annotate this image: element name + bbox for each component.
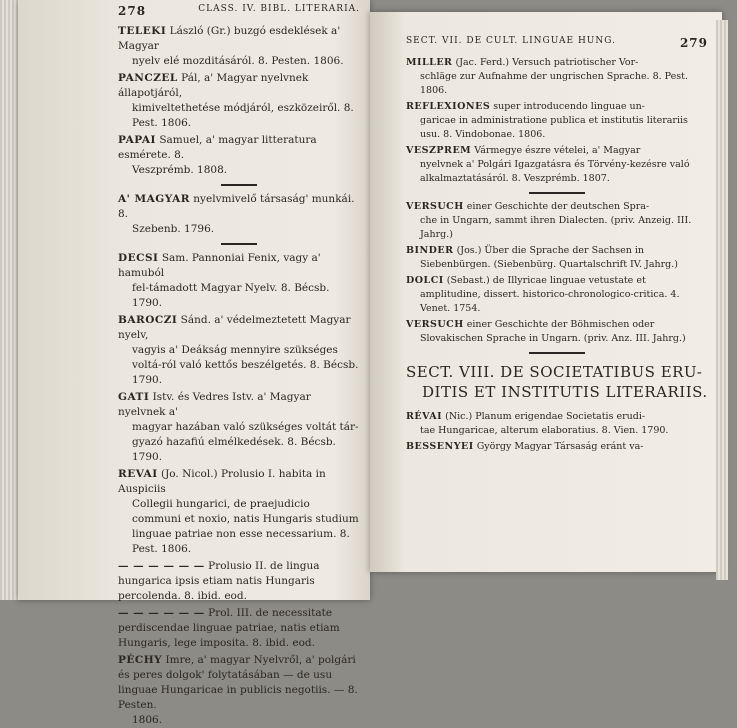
entry-continuation: Szebenb. 1796. xyxy=(132,223,215,235)
entry-continuation: vagyis a' Deákság mennyire szükséges voltá-ról való kettős beszélgetés. 8. Bécsb. 1790. xyxy=(132,344,359,386)
right-entries-group-1 xyxy=(406,56,708,186)
bibliography-entry xyxy=(406,274,708,316)
right-page-number: 279 xyxy=(679,36,708,50)
bibliography-entry xyxy=(406,318,708,346)
bibliography-entry xyxy=(118,653,360,728)
entry-text: Samuel, a' magyar litteratura esmérete. 8. xyxy=(118,134,317,161)
book-page-edges-right xyxy=(716,20,728,580)
entry-author: — — — — — — xyxy=(118,607,205,619)
entry-continuation: kimiveltethetése módjáról, eszközeiről. 8. Pest. 1806. xyxy=(132,102,354,129)
right-running-head: SECT. VII. DE CULT. LINGUAE HUNG. xyxy=(406,36,616,46)
entry-author: BAROCZI xyxy=(118,314,178,326)
bibliography-entry xyxy=(406,56,708,98)
right-entries-group-2 xyxy=(406,200,708,346)
entry-author: TELEKI xyxy=(118,25,167,37)
separator-rule xyxy=(221,243,257,245)
bibliography-entry xyxy=(118,606,360,651)
entry-author: DOLCI xyxy=(406,275,444,286)
entry-text: einer Geschichte der Böhmischen oder xyxy=(466,319,655,330)
entry-author: A' MAGYAR xyxy=(118,193,190,205)
entry-text: Pál, a' Magyar nyelvnek állapotjáról, xyxy=(118,72,309,99)
entry-text: (Nic.) Planum erigendae Societatis erudi- xyxy=(445,411,646,422)
bibliography-entry xyxy=(118,559,360,604)
entry-text: Sánd. a' védelmeztetett Magyar nyelv, xyxy=(118,314,351,341)
entry-author: GATI xyxy=(118,391,150,403)
entry-author: VERSUCH xyxy=(406,319,464,330)
entry-continuation: schläge zur Aufnahme der ungrischen Sprache. 8. Pest. 1806. xyxy=(420,71,688,96)
bibliography-entry xyxy=(406,244,708,272)
section-heading xyxy=(406,362,708,402)
separator-rule xyxy=(529,352,585,354)
entry-continuation: 1806. xyxy=(132,714,163,726)
left-entries-group-1 xyxy=(118,24,360,178)
entry-author: — — — — — — xyxy=(118,560,205,572)
entry-text: Istv. és Vedres Istv. a' Magyar nyelvnek a' xyxy=(118,391,311,418)
entry-continuation: fel-támadott Magyar Nyelv. 8. Bécsb. 1790. xyxy=(132,282,330,309)
entry-continuation: tae Hungaricae, alterum elaboratius. 8. Vien. 1790. xyxy=(420,425,669,436)
entry-continuation: garicae in administratione publica et institutis literariis usu. 8. Vindobonae. 1806. xyxy=(420,115,688,140)
left-page xyxy=(18,0,370,726)
entry-author: RÉVAI xyxy=(406,411,443,422)
entry-author: VESZPREM xyxy=(406,145,472,156)
bibliography-entry xyxy=(406,144,708,186)
entry-text: (Jos.) Über die Sprache der Sachsen in xyxy=(456,245,644,256)
entry-text: György Magyar Társaság eránt va- xyxy=(476,441,644,452)
bibliography-entry xyxy=(406,410,708,438)
entry-text: einer Geschichte der deutschen Spra- xyxy=(466,201,650,212)
entry-continuation: nyelvnek a' Polgári Igazgatásra és Törvény-kezésre való alkalmaztatásáról. 8. Veszprémb. 1807. xyxy=(420,159,690,184)
bibliography-entry xyxy=(406,200,708,242)
right-running-header xyxy=(406,36,708,50)
entry-text: (Jo. Nicol.) Prolusio I. habita in Auspiciis xyxy=(118,468,326,495)
entry-author: DECSI xyxy=(118,252,159,264)
entry-text: nyelvmivelő társaság' munkái. 8. xyxy=(118,193,355,220)
entry-author: PÉCHY xyxy=(118,654,163,666)
entry-continuation: Siebenbürgen. (Siebenbürg. Quartalschrift IV. Jahrg.) xyxy=(420,259,678,270)
entry-continuation: che in Ungarn, sammt ihren Dialecten. (priv. Anzeig. III. Jahrg.) xyxy=(420,215,692,240)
entry-text: Sam. Pannoniai Fenix, vagy a' hamuból xyxy=(118,252,321,279)
separator-rule xyxy=(221,184,257,186)
entry-continuation: amplitudine, dissert. historico-chronologico-critica. 4. Venet. 1754. xyxy=(420,289,680,314)
left-entries-group-2 xyxy=(118,192,360,237)
separator-rule xyxy=(529,192,585,194)
bibliography-entry xyxy=(118,251,360,311)
entry-author: REFLEXIONES xyxy=(406,101,491,112)
entry-text: Imre, a' magyar Nyelvről, a' polgári és peres dolgok' folytatásában — de usu linguae Hungaricae in publicis negotiis. — 8. Pesten. xyxy=(118,654,358,711)
bibliography-entry xyxy=(118,192,360,237)
entry-author: PAPAI xyxy=(118,134,156,146)
entry-author: PANCZEL xyxy=(118,72,178,84)
entry-text: Prolusio II. de lingua hungarica ipsis etiam natis Hungaris percolenda. 8. ibid. eod. xyxy=(118,560,320,602)
entry-continuation: Collegii hungarici, de praejudicio communi et noxio, natis Hungaris studium linguae patriae non esse necessarium. 8. Pest. 1806. xyxy=(132,498,359,555)
entry-author: VERSUCH xyxy=(406,201,464,212)
entry-text: László (Gr.) buzgó esdeklések a' Magyar xyxy=(118,25,341,52)
bibliography-entry xyxy=(118,133,360,178)
right-entries-group-3 xyxy=(406,410,708,454)
entry-author: REVAI xyxy=(118,468,158,480)
entry-author: BESSENYEI xyxy=(406,441,474,452)
entry-text: Vármegye észre vételei, a' Magyar xyxy=(474,145,641,156)
bibliography-entry xyxy=(118,71,360,131)
bibliography-entry xyxy=(118,390,360,465)
left-running-header xyxy=(118,4,360,18)
left-entries-group-3 xyxy=(118,251,360,728)
left-page-number: 278 xyxy=(118,4,147,18)
left-running-head: CLASS. IV. BIBL. LITERARIA. xyxy=(198,4,360,14)
bibliography-entry xyxy=(406,100,708,142)
right-page xyxy=(370,12,722,572)
bibliography-entry xyxy=(406,440,708,454)
entry-author: MILLER xyxy=(406,57,453,68)
bibliography-entry xyxy=(118,313,360,388)
bibliography-entry xyxy=(118,24,360,69)
entry-text: Prol. III. de necessitate perdiscendae linguae patriae, natis etiam Hungaris, lege imposita. 8. ibid. eod. xyxy=(118,607,340,649)
entry-text: (Jac. Ferd.) Versuch patriotischer Vor- xyxy=(455,57,639,68)
section-heading-line-2: DITIS ET INSTITUTIS LITERARIIS. xyxy=(422,383,708,401)
entry-text: super introducendo linguae un- xyxy=(493,101,645,112)
entry-continuation: Veszprémb. 1808. xyxy=(132,164,228,176)
entry-author: BINDER xyxy=(406,245,454,256)
entry-continuation: magyar hazában való szükséges voltát tár-gyazó hazafiú elmélkedések. 8. Bécsb. 1790. xyxy=(132,421,359,463)
entry-text: (Sebast.) de Illyricae linguae vetustate et xyxy=(446,275,646,286)
section-heading-line-1: SECT. VIII. DE SOCIETATIBUS ERU- xyxy=(406,363,703,381)
entry-continuation: Slovakischen Sprache in Ungarn. (priv. Anz. III. Jahrg.) xyxy=(420,333,686,344)
bibliography-entry xyxy=(118,467,360,557)
entry-continuation: nyelv elé mozditásáról. 8. Pesten. 1806. xyxy=(132,55,344,67)
